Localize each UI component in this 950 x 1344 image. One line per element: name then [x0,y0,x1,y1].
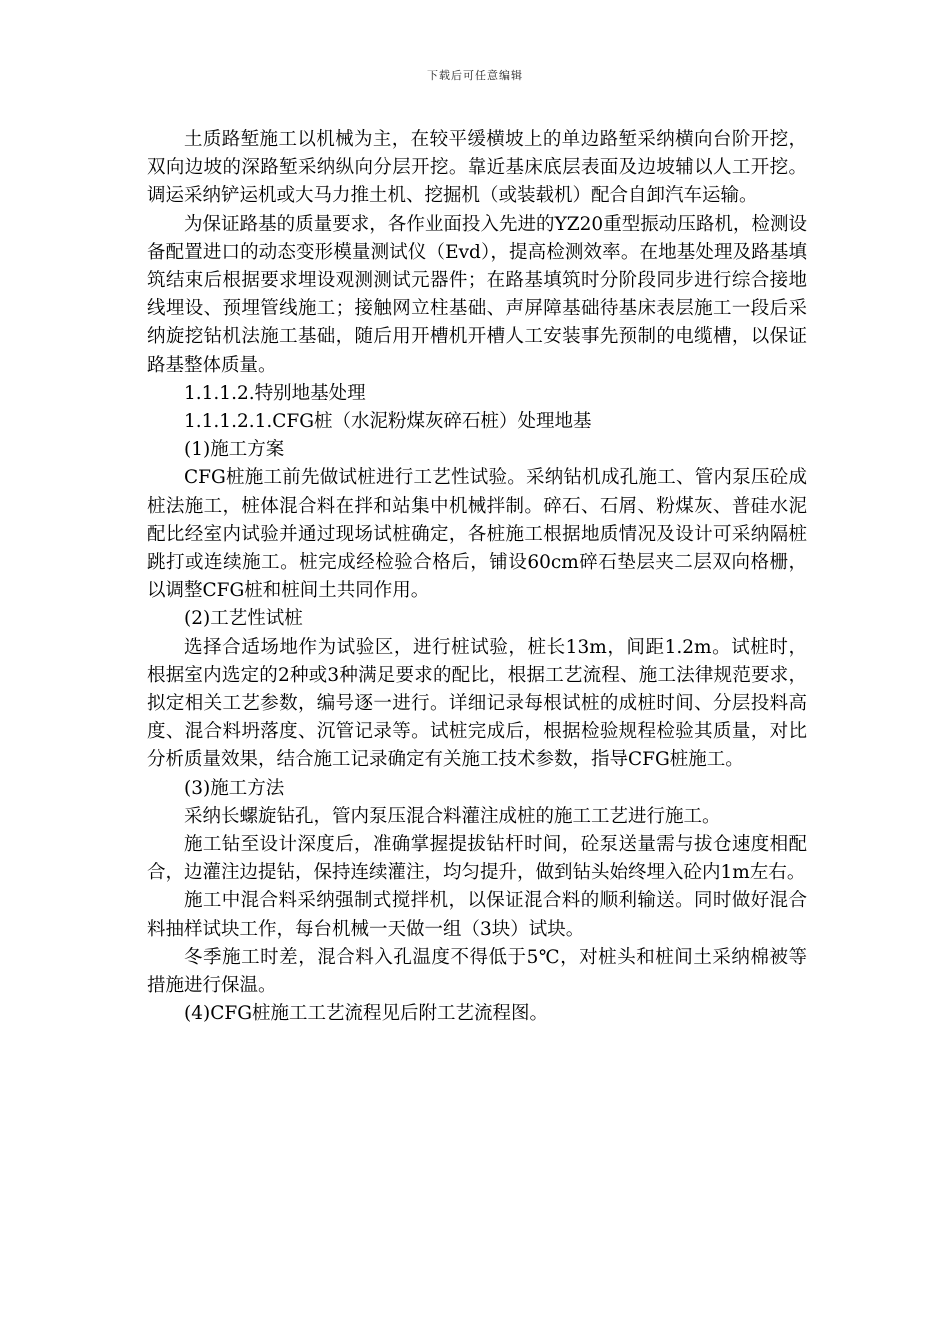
paragraph-flow: (4)CFG桩施工工艺流程见后附工艺流程图。 [184,1003,548,1025]
paragraph-quality: 为保证路基的质量要求，各作业面投入先进的YZ20重型振动压路机，检测设备配置进口的动态变形模量测试仪（Evd），提高检测效率。在地基处理及路基填筑结束后根据要求埋设观测测试元器件；在路基填筑时分阶段同步进行综合接地线埋设、预埋管线施工；接触网立柱基础、声屏障基础待基床表层施工一段后采纳旋挖钻机法施工基础，随后用开槽机开槽人工安装事先预制的电缆槽，以保证路基整体质量。 [147,213,807,376]
paragraph-method: 采纳长螺旋钻孔，管内泵压混合料灌注成桩的施工工艺进行施工。 [184,805,721,827]
paragraph-mixing: 施工中混合料采纳强制式搅拌机，以保证混合料的顺利输送。同时做好混合料抽样试块工作，每台机械一天做一组（3块）试块。 [147,890,807,940]
item-heading-plan: (1)施工方案 [184,439,285,461]
paragraph-drilling: 施工钻至设计深度后，准确掌握提拔钻杆时间，砼泵送量需与拔仓速度相配合，边灌注边提钻，保持连续灌注，均匀提升，做到钻头始终埋入砼内1m左右。 [147,834,807,884]
item-heading-trial: (2)工艺性试桩 [184,608,303,630]
section-heading: 1.1.1.2.特别地基处理 [184,382,366,404]
document-body [147,126,807,1029]
paragraph-excavation: 土质路堑施工以机械为主，在较平缓横坡上的单边路堑采纳横向台阶开挖，双向边坡的深路堑采纳纵向分层开挖。靠近基床底层表面及边坡辅以人工开挖。调运采纳铲运机或大马力推土机、挖掘机（或装载机）配合自卸汽车运输。 [147,129,807,207]
paragraph-winter: 冬季施工时差，混合料入孔温度不得低于5℃，对桩头和桩间土采纳棉被等措施进行保温。 [147,946,807,997]
paragraph-trial: 选择合适场地作为试验区，进行桩试验，桩长13m，间距1.2m。试桩时，根据室内选定的2种或3种满足要求的配比，根据工艺流程、施工法律规范要求，拟定相关工艺参数，编号逐一进行。详细记录每根试桩的成桩时间、分层投料高度、混合料坍落度、沉管记录等。试桩完成后，根据检验规程检验其质量，对比分析质量效果，结合施工记录确定有关施工技术参数，指导CFG桩施工。 [147,636,807,771]
page-header: 下载后可任意编辑 [427,69,523,82]
subsection-heading: 1.1.1.2.1.CFG桩（水泥粉煤灰碎石桩）处理地基 [184,411,592,433]
paragraph-plan: CFG桩施工前先做试桩进行工艺性试验。采纳钻机成孔施工、管内泵压砼成桩法施工，桩体混合料在拌和站集中机械拌制。碎石、石屑、粉煤灰、普硅水泥配比经室内试验并通过现场试桩确定，各桩施工根据地质情况及设计可采纳隔桩跳打或连续施工。桩完成经检验合格后，铺设60cm碎石垫层夹二层双向格栅，以调整CFG桩和桩间土共同作用。 [147,467,807,602]
item-heading-method: (3)施工方法 [184,777,285,799]
